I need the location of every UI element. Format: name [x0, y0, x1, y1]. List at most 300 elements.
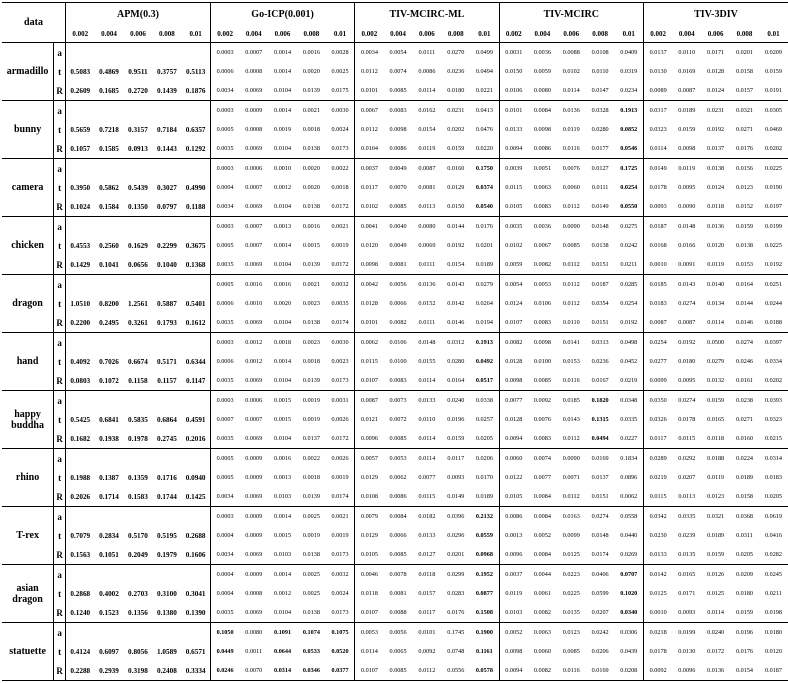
table-row [2, 603, 788, 623]
apm-value-cell: 0.1024 [66, 197, 95, 217]
value-cell: 0.0205 [735, 551, 753, 558]
apm-value-cell: 0.1606 [185, 550, 206, 559]
value-cell: 0.0024 [331, 590, 349, 597]
value-cell: 0.0166 [678, 242, 696, 249]
value-cell: 0.1075 [326, 623, 355, 643]
value-cell: 0.0113 [678, 493, 696, 500]
value-cell: 0.0081 [389, 590, 407, 597]
value-cell: 0.0112 [412, 661, 441, 681]
value-cell: 0.0494 [475, 68, 493, 75]
value-cell: 0.0192 [707, 126, 725, 133]
value-cell: 0.0170 [475, 474, 493, 481]
value-cell: 0.0164 [730, 275, 759, 295]
value-cell: 0.0101 [499, 101, 528, 121]
value-cell: 0.0015 [274, 416, 292, 423]
value-cell: 0.0127 [586, 159, 615, 179]
value-cell: 0.0271 [735, 126, 753, 133]
value-cell: 0.0062 [389, 474, 407, 481]
value-cell: 0.0021 [326, 217, 355, 237]
value-cell: 0.0205 [764, 493, 782, 500]
value-cell: 0.0201 [447, 551, 465, 558]
value-cell: 0.0053 [528, 275, 557, 295]
value-cell: 0.0049 [389, 242, 407, 249]
value-cell: 0.0074 [528, 449, 557, 469]
value-cell: 0.0118 [412, 565, 441, 585]
noise-level-header: 0.01 [759, 25, 788, 43]
value-cell: 0.1161 [476, 648, 493, 655]
table-row [2, 371, 788, 391]
metric-label: a [54, 159, 66, 179]
value-cell: 0.0009 [245, 474, 263, 481]
apm-value-cell: 0.2939 [94, 661, 123, 681]
value-cell: 0.0021 [297, 275, 326, 295]
value-cell: 0.0138 [302, 551, 320, 558]
value-cell: 0.0082 [389, 319, 407, 326]
value-cell: 0.0270 [441, 43, 470, 63]
value-cell: 0.0156 [730, 159, 759, 179]
value-cell: 0.0061 [533, 590, 551, 597]
value-cell: 0.0558 [615, 507, 644, 527]
value-cell: 0.0066 [389, 532, 407, 539]
value-cell: 0.0153 [562, 358, 580, 365]
value-cell: 0.0102 [355, 197, 384, 217]
apm-value-cell: 1.0589 [157, 647, 177, 656]
value-cell: 0.0135 [678, 551, 696, 558]
value-cell: 0.0236 [447, 68, 465, 75]
value-cell: 0.0139 [302, 493, 320, 500]
value-cell: 0.0194 [475, 319, 493, 326]
noise-level-header: 0.008 [441, 25, 470, 43]
value-cell: 0.0069 [245, 319, 263, 326]
value-cell: 0.0158 [735, 68, 753, 75]
value-cell: 0.0018 [302, 126, 320, 133]
value-cell: 0.0282 [764, 551, 782, 558]
apm-value-cell: 0.2834 [99, 531, 119, 540]
value-cell: 0.0067 [533, 242, 551, 249]
value-cell: 0.0164 [447, 377, 465, 384]
value-cell: 0.0108 [355, 487, 384, 507]
value-cell: 0.0178 [678, 416, 696, 423]
value-cell: 0.0084 [528, 507, 557, 527]
noise-level-header: 0.002 [643, 25, 672, 43]
apm-empty-cell [66, 623, 211, 643]
metric-label: R [56, 143, 63, 154]
apm-value-cell: 0.7026 [99, 357, 119, 366]
value-cell: 0.0129 [355, 468, 384, 487]
value-cell: 0.0231 [441, 101, 470, 121]
value-cell: 0.0024 [331, 126, 349, 133]
value-cell: 0.0138 [701, 159, 730, 179]
value-cell: 0.0009 [239, 507, 268, 527]
value-cell: 0.0209 [730, 565, 759, 585]
apm-value-cell: 0.2745 [157, 434, 177, 443]
value-cell: 0.0115 [499, 178, 528, 197]
apm-value-cell: 0.4092 [66, 352, 95, 371]
value-cell: 0.0036 [528, 217, 557, 237]
value-cell: 0.0199 [672, 623, 701, 643]
value-cell: 0.0393 [759, 391, 788, 411]
value-cell: 0.0112 [355, 120, 384, 139]
value-cell: 0.0098 [389, 126, 407, 133]
apm-value-cell: 0.2288 [66, 661, 95, 681]
noise-level-header: 0.006 [268, 25, 297, 43]
value-cell: 0.0161 [735, 377, 753, 384]
value-cell: 0.0016 [268, 275, 297, 295]
apm-value-cell: 0.1390 [185, 608, 206, 617]
value-cell: 0.0245 [759, 565, 788, 585]
apm-value-cell: 0.2688 [185, 531, 206, 540]
value-cell: 0.0469 [764, 126, 782, 133]
apm-empty-cell [66, 101, 211, 121]
value-cell: 0.0032 [326, 275, 355, 295]
apm-value-cell: 0.3027 [157, 183, 177, 192]
value-cell: 0.0118 [355, 584, 384, 603]
apm-empty-cell [66, 565, 211, 585]
value-cell: 0.0377 [326, 661, 355, 681]
value-cell: 0.0340 [620, 609, 638, 616]
value-cell: 0.0124 [499, 294, 528, 313]
value-cell: 0.0088 [557, 43, 586, 63]
apm-value-cell: 0.5083 [66, 62, 95, 81]
value-cell: 0.0149 [447, 493, 465, 500]
value-cell: 0.0128 [355, 294, 384, 313]
value-cell: 0.0035 [499, 217, 528, 237]
value-cell: 0.0168 [643, 236, 672, 255]
dataset-name: rhino [2, 449, 54, 507]
value-cell: 0.0090 [557, 449, 586, 469]
value-cell: 0.0019 [302, 532, 320, 539]
value-cell: 0.0069 [245, 145, 263, 152]
value-cell: 0.1074 [297, 623, 326, 643]
noise-level-header: 0.004 [239, 25, 268, 43]
value-cell: 0.0160 [441, 159, 470, 179]
value-cell: 0.0052 [499, 623, 528, 643]
value-cell: 0.0296 [447, 532, 465, 539]
value-cell: 0.0176 [735, 145, 753, 152]
apm-value-cell: 0.1978 [128, 434, 148, 443]
apm-value-cell: 0.2720 [128, 86, 148, 95]
apm-value-cell: 0.1682 [66, 429, 95, 449]
value-cell: 0.0114 [707, 319, 725, 326]
value-cell: 0.0119 [672, 159, 701, 179]
value-cell: 0.0118 [707, 435, 725, 442]
value-cell: 0.0034 [210, 487, 239, 507]
value-cell: 0.0346 [297, 661, 326, 681]
value-cell: 0.1900 [470, 623, 499, 643]
value-cell: 0.0159 [707, 551, 725, 558]
value-cell: 0.0136 [557, 101, 586, 121]
value-cell: 0.1508 [475, 609, 493, 616]
value-cell: 0.0080 [533, 87, 551, 94]
value-cell: 0.0005 [210, 275, 239, 295]
method-header-tiv-mcirc: TIV-MCIRC [499, 3, 643, 26]
table-row [2, 197, 788, 217]
value-cell: 0.0130 [643, 62, 672, 81]
value-cell: 0.0071 [562, 474, 580, 481]
value-cell: 0.0007 [239, 43, 268, 63]
value-cell: 0.0190 [764, 184, 782, 191]
value-cell: 0.0136 [412, 275, 441, 295]
value-cell: 0.0086 [389, 493, 407, 500]
value-cell: 0.0180 [759, 623, 788, 643]
value-cell: 0.0148 [591, 532, 609, 539]
apm-value-cell: 0.0803 [66, 371, 95, 391]
value-cell: 0.0188 [764, 319, 782, 326]
apm-value-cell: 0.4591 [185, 415, 206, 424]
value-cell: 0.0500 [701, 333, 730, 353]
value-cell: 0.0215 [764, 435, 782, 442]
value-cell: 0.0034 [210, 197, 239, 217]
value-cell: 0.0157 [418, 590, 436, 597]
value-cell: 0.0081 [418, 184, 436, 191]
table-row [2, 449, 788, 469]
apm-value-cell: 0.5439 [128, 183, 148, 192]
metric-label: t [58, 124, 62, 135]
metric-label: R [56, 259, 63, 270]
apm-value-cell: 0.1040 [157, 260, 177, 269]
value-cell: 0.0069 [245, 551, 263, 558]
dataset-name: chicken [2, 217, 54, 275]
value-cell: 0.0220 [475, 145, 493, 152]
apm-empty-cell [66, 159, 211, 179]
apm-value-cell: 0.8200 [99, 299, 119, 308]
value-cell: 0.0096 [355, 429, 384, 449]
method-header-go-icp: Go-ICP(0.001) [210, 3, 354, 26]
value-cell: 0.0069 [245, 261, 263, 268]
value-cell: 0.0133 [643, 545, 672, 565]
value-cell: 0.0115 [355, 352, 384, 371]
value-cell: 0.0083 [389, 377, 407, 384]
metric-label: t [58, 240, 62, 251]
value-cell: 0.0049 [384, 159, 413, 179]
apm-value-cell: 0.1583 [128, 492, 148, 501]
value-cell: 0.0005 [210, 449, 239, 469]
value-cell: 0.0202 [447, 126, 465, 133]
noise-level-header: 0.006 [123, 25, 152, 43]
value-cell: 0.0198 [764, 609, 782, 616]
value-cell: 0.0159 [730, 217, 759, 237]
value-cell: 0.0023 [297, 333, 326, 353]
value-cell: 0.0520 [331, 648, 349, 655]
metric-label: t [58, 588, 62, 599]
value-cell: 0.0025 [297, 507, 326, 527]
value-cell: 0.0114 [707, 609, 725, 616]
value-cell: 0.0107 [499, 313, 528, 333]
value-cell: 0.0160 [735, 435, 753, 442]
value-cell: 0.0105 [355, 545, 384, 565]
apm-value-cell: 0.1744 [157, 492, 177, 501]
apm-value-cell: 0.4002 [99, 589, 119, 598]
value-cell: 0.0242 [620, 242, 638, 249]
value-cell: 0.0254 [643, 333, 672, 353]
metric-label: a [54, 43, 66, 63]
value-cell: 0.0312 [441, 333, 470, 353]
value-cell: 0.0148 [412, 333, 441, 353]
value-cell: 0.0098 [355, 255, 384, 275]
value-cell: 0.0104 [274, 203, 292, 210]
value-cell: 0.0257 [475, 416, 493, 423]
value-cell: 0.0013 [274, 474, 292, 481]
value-cell: 0.0084 [384, 507, 413, 527]
value-cell: 0.0070 [239, 661, 268, 681]
value-cell: 0.0092 [528, 391, 557, 411]
value-cell: 0.0177 [591, 145, 609, 152]
value-cell: 0.0076 [533, 416, 551, 423]
apm-value-cell: 0.2200 [66, 313, 95, 333]
value-cell: 0.0063 [528, 623, 557, 643]
value-cell: 0.0073 [384, 391, 413, 411]
value-cell: 0.0279 [470, 275, 499, 295]
value-cell: 0.0085 [389, 87, 407, 94]
table-row [2, 217, 788, 237]
metric-label: t [58, 356, 62, 367]
value-cell: 0.0025 [331, 68, 349, 75]
value-cell: 0.0165 [707, 416, 725, 423]
value-cell: 0.0123 [735, 184, 753, 191]
value-cell: 0.0104 [355, 139, 384, 159]
noise-level-header: 0.008 [730, 25, 759, 43]
metric-label: R [56, 85, 63, 96]
value-cell: 0.0021 [297, 101, 326, 121]
value-cell: 0.0416 [764, 532, 782, 539]
table-row [2, 468, 788, 487]
metric-label: R [56, 201, 63, 212]
value-cell: 0.0274 [678, 300, 696, 307]
value-cell: 0.0202 [764, 377, 782, 384]
value-cell: 0.0031 [326, 391, 355, 411]
value-cell: 0.0163 [557, 507, 586, 527]
value-cell: 0.0084 [533, 551, 551, 558]
value-cell: 0.0114 [562, 87, 580, 94]
value-cell: 0.0108 [586, 43, 615, 63]
value-cell: 0.0093 [678, 609, 696, 616]
value-cell: 0.0113 [418, 203, 436, 210]
value-cell: 0.0014 [274, 358, 292, 365]
table-row [2, 487, 788, 507]
value-cell: 0.0006 [210, 294, 239, 313]
value-cell: 0.0007 [245, 416, 263, 423]
value-cell: 0.0178 [643, 642, 672, 661]
value-cell: 0.0096 [672, 661, 701, 681]
value-cell: 0.0206 [591, 648, 609, 655]
value-cell: 0.0180 [678, 358, 696, 365]
value-cell: 0.1750 [470, 159, 499, 179]
value-cell: 0.0077 [499, 391, 528, 411]
value-cell: 0.0254 [620, 300, 638, 307]
value-cell: 0.0067 [355, 101, 384, 121]
value-cell: 0.0084 [533, 493, 551, 500]
value-cell: 0.0106 [499, 81, 528, 101]
value-cell: 0.0192 [620, 319, 638, 326]
apm-value-cell: 0.1938 [99, 434, 119, 443]
apm-value-cell: 0.3261 [128, 318, 148, 327]
value-cell: 0.0032 [326, 565, 355, 585]
apm-value-cell: 0.1356 [128, 608, 148, 617]
value-cell: 0.0130 [678, 648, 696, 655]
value-cell: 0.0254 [620, 184, 638, 191]
value-cell: 0.0439 [620, 648, 638, 655]
noise-level-header: 0.006 [557, 25, 586, 43]
value-cell: 0.0104 [274, 261, 292, 268]
value-cell: 0.0396 [441, 507, 470, 527]
value-cell: 0.0154 [447, 261, 465, 268]
noise-level-header: 0.002 [210, 25, 239, 43]
value-cell: 0.0234 [620, 87, 638, 94]
value-cell: 0.0313 [586, 333, 615, 353]
metric-label: R [56, 549, 63, 560]
value-cell: 0.0142 [447, 300, 465, 307]
value-cell: 0.0342 [643, 507, 672, 527]
value-cell: 0.0559 [475, 532, 493, 539]
value-cell: 0.0012 [245, 358, 263, 365]
apm-value-cell: 0.5113 [185, 67, 206, 76]
value-cell: 0.0085 [389, 551, 407, 558]
value-cell: 0.0020 [274, 300, 292, 307]
value-cell: 0.0079 [355, 507, 384, 527]
value-cell: 0.0138 [591, 242, 609, 249]
value-cell: 0.0114 [643, 139, 672, 159]
value-cell: 0.0116 [562, 377, 580, 384]
value-cell: 0.0149 [591, 203, 609, 210]
metric-label: a [54, 449, 66, 469]
value-cell: 0.0533 [302, 648, 320, 655]
value-cell: 0.0120 [707, 242, 725, 249]
value-cell: 0.0151 [591, 319, 609, 326]
apm-value-cell: 0.1876 [185, 86, 206, 95]
value-cell: 0.0034 [355, 43, 384, 63]
value-cell: 0.0133 [418, 532, 436, 539]
value-cell: 0.0492 [475, 358, 493, 365]
apm-value-cell: 0.8056 [128, 647, 148, 656]
apm-value-cell: 0.1350 [128, 202, 148, 211]
value-cell: 0.0062 [620, 493, 638, 500]
value-cell: 0.0221 [475, 87, 493, 94]
table-row [2, 62, 788, 81]
value-cell: 0.0246 [735, 358, 753, 365]
value-cell: 0.0006 [210, 352, 239, 371]
value-cell: 0.0117 [355, 178, 384, 197]
value-cell: 0.0133 [499, 120, 528, 139]
value-cell: 0.0896 [620, 474, 638, 481]
value-cell: 0.0087 [678, 87, 696, 94]
value-cell: 0.0040 [384, 217, 413, 237]
noise-level-header: 0.008 [586, 25, 615, 43]
noise-level-header: 0.006 [412, 25, 441, 43]
value-cell: 0.0095 [678, 377, 696, 384]
table-row [2, 275, 788, 295]
value-cell: 0.0005 [210, 468, 239, 487]
value-cell: 0.0141 [557, 333, 586, 353]
value-cell: 0.0092 [418, 648, 436, 655]
apm-value-cell: 0.5401 [185, 299, 206, 308]
value-cell: 0.0169 [678, 68, 696, 75]
value-cell: 0.0006 [239, 391, 268, 411]
value-cell: 0.0121 [355, 410, 384, 429]
dataset-name: asian dragon [2, 565, 54, 623]
value-cell: 0.0110 [418, 416, 436, 423]
table-row [2, 623, 788, 643]
metric-label: t [58, 414, 62, 425]
method-header-tiv-mcirc-ml: TIV-MCIRC-ML [355, 3, 499, 26]
value-cell: 0.0062 [355, 333, 384, 353]
value-cell: 0.0206 [470, 449, 499, 469]
value-cell: 0.0189 [735, 474, 753, 481]
noise-level-header: 0.01 [181, 25, 210, 43]
value-cell: 0.0069 [245, 377, 263, 384]
dataset-name: happy buddha [2, 391, 54, 449]
value-cell: 0.0183 [643, 294, 672, 313]
value-cell: 0.0104 [274, 145, 292, 152]
